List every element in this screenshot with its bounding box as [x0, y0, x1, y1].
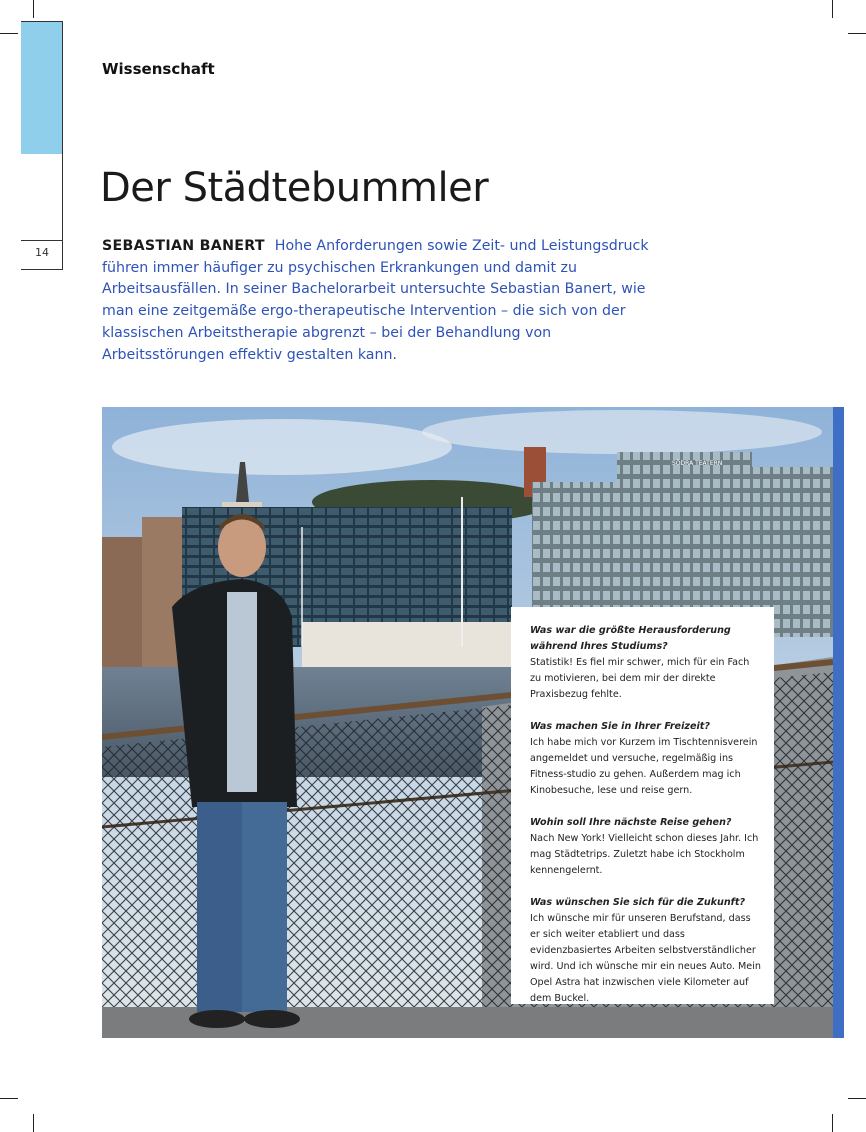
article-lead [102, 236, 672, 366]
interview-question: Was machen Sie in Ihrer Freizeit? [530, 721, 710, 732]
interview-question: Wohin soll Ihre nächste Reise gehen? [530, 817, 732, 828]
crop-mark [0, 1098, 18, 1099]
crop-mark [832, 1114, 833, 1132]
interview-item [530, 815, 762, 879]
lead-text: Hohe Anforderungen sowie Zeit- und Leistungsdruck führen immer häufiger zu psychischen Erkrankungen und damit zu Arbeitsausfällen. In seiner Bachelorarbeit untersuchte Sebastian Banert, wie man eine zeitgemäße ergo-therapeutische Intervention – die sich von der klassischen Arbeitstherapie abgrenzt – bei der Behandlung von Arbeitsstörungen effektiv gestalten kann. [102, 238, 649, 363]
crop-mark [848, 1098, 866, 1099]
article-title: Der Städtebummler [100, 165, 489, 211]
photo-edge-strip [833, 407, 844, 1038]
interview-question: Was wünschen Sie sich für die Zukunft? [530, 897, 746, 908]
crop-mark [33, 0, 34, 18]
crop-mark [33, 1114, 34, 1132]
interview-answer: Ich habe mich vor Kurzem im Tischtennisverein angemeldet und versuche, regelmäßig ins Fitness-studio zu gehen. Außerdem mag ich Kinobesuche, lese und reise gern. [530, 737, 758, 796]
margin-rule [62, 21, 63, 269]
tab-top-rule [21, 21, 63, 22]
interview-item [530, 895, 762, 1007]
interview-answer: Statistik! Es fiel mir schwer, mich für ein Fach zu motivieren, bei dem mir der direkte Praxisbezug fehlte. [530, 657, 750, 700]
interview-text [530, 623, 762, 1023]
interview-item [530, 719, 762, 799]
crop-mark [0, 33, 18, 34]
section-heading: Wissenschaft [102, 60, 215, 78]
interview-item [530, 623, 762, 703]
page-number-rule [21, 269, 63, 270]
page-number: 14 [35, 246, 49, 259]
interview-answer: Ich wünsche mir für unseren Berufstand, dass er sich weiter etabliert und dass evidenzbasiertes Arbeiten selbstverständlicher wird. Und ich wünsche mir ein neues Auto. Mein Opel Astra hat inzwischen viele Kilometer auf dem Buckel. [530, 913, 761, 1004]
interview-answer: Nach New York! Vielleicht schon dieses Jahr. Ich mag Städtetrips. Zuletzt habe ich Stockholm kennengelernt. [530, 833, 759, 876]
author-name: SEBASTIAN BANERT [102, 238, 265, 254]
section-color-tab [21, 21, 63, 154]
interview-question: Was war die größte Herausforderung während Ihres Studiums? [530, 625, 731, 652]
crop-mark [832, 0, 833, 18]
crop-mark [848, 33, 866, 34]
page-number-rule [21, 240, 63, 241]
building-sign: SÖDRA TEATERN [672, 460, 723, 467]
